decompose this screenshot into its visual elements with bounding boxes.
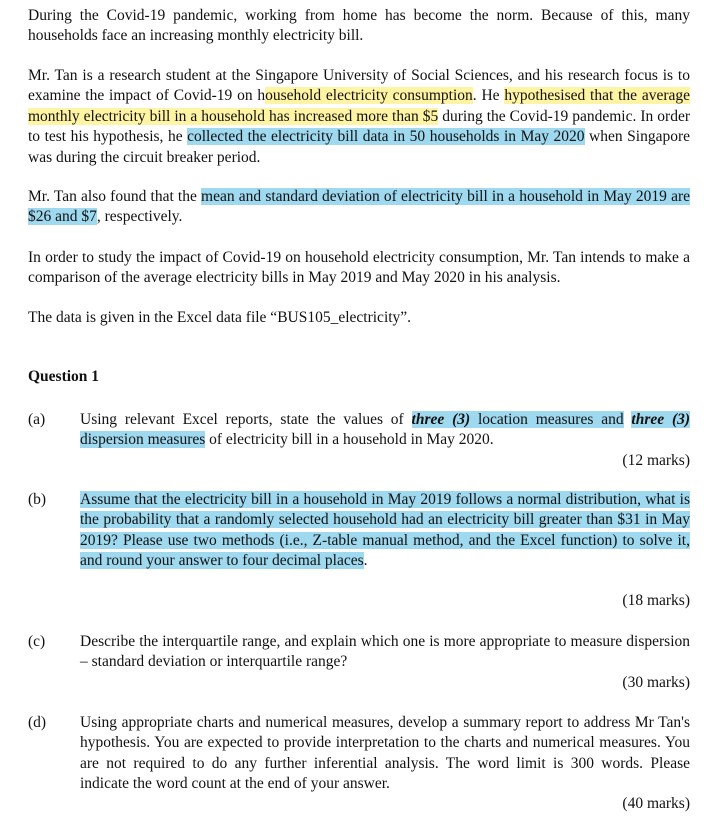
part-d-label: (d) <box>28 714 47 731</box>
intro-paragraph-1: During the Covid-19 pandemic, working from home has become the norm. Because of this, many households face an increasing monthly electricity bill. <box>28 7 690 45</box>
highlight-data-collection: collected the electricity bill data in 50 households in May 2020 <box>187 128 585 146</box>
p2-text-a: Mr. Tan is a research student at the Singapore University of Social Sciences, and his research focus is to examine the impact of Covid-19 on h <box>28 67 690 105</box>
question-part-b <box>28 490 690 610</box>
part-a-emph-location: three (3) <box>411 411 471 428</box>
intro-paragraph-4: In order to study the impact of Covid-19 on household electricity consumption, Mr. Tan intends to make a comparison of the average electricity bills in May 2019 and May 2020 in his analysis. <box>28 249 690 287</box>
p3-text-c: , respectively. <box>96 208 183 226</box>
part-d-text: Using appropriate charts and numerical measures, develop a summary report to address Mr Tan's hypothesis. You are expected to provide interpretation to the charts and numerical measures. You are not required to do any further inferential analysis. The word limit is 300 words. Please indicate the word count at the end of your answer. <box>80 714 690 793</box>
part-a-text-6: of electricity bill in a household in May 2020. <box>205 431 494 449</box>
part-b-period: . <box>363 552 368 570</box>
highlight-household-consumption: ousehold electricity consumption <box>265 87 473 105</box>
part-d-marks: (40 marks) <box>622 795 690 812</box>
part-a-text <box>80 410 690 451</box>
part-b-text <box>80 490 690 572</box>
part-c-label: (c) <box>28 633 46 650</box>
part-a-marks: (12 marks) <box>622 452 690 469</box>
highlight-mean-sd: mean and standard deviation of electricity bill in a household in May 2019 are $26 and $7 <box>28 188 690 226</box>
part-c-marks: (30 marks) <box>622 674 690 691</box>
question-part-c <box>28 632 690 692</box>
intro-paragraph-5: The data is given in the Excel data file “BUS105_electricity”. <box>28 309 412 326</box>
intro-paragraph-3 <box>28 187 690 228</box>
part-a-emph-dispersion: three (3) <box>631 411 691 428</box>
part-a-location-measures: location measures and <box>470 411 624 428</box>
question-part-d <box>28 713 690 818</box>
p2-text-c: . He <box>472 87 505 105</box>
part-b-highlight: Assume that the electricity bill in a household in May 2019 follows a normal distribution, what is the probability that a randomly selected household had an electricity bill greater than $31 in May 2019? Please use two methods (i.e., Z-table manual method, and the Excel function) to solve it, and round your answer to four decimal places <box>80 491 690 570</box>
part-b-label: (b) <box>28 491 47 508</box>
question-part-a <box>28 410 690 470</box>
intro-paragraph-2 <box>28 66 690 168</box>
p3-text-a: Mr. Tan also found that the <box>28 188 202 205</box>
highlight-hypothesis: hypothesised that the average monthly electricity bill in a household has increased more than $5 <box>28 87 691 125</box>
part-a-label: (a) <box>28 411 46 428</box>
p2-text-g: when Singapore was during the circuit breaker period. <box>28 128 690 166</box>
part-a-text-1: Using relevant Excel reports, state the values of <box>80 411 412 428</box>
part-c-text: Describe the interquartile range, and explain which one is more appropriate to measure dispersion – standard deviation or interquartile range? <box>80 633 690 671</box>
question-title: Question 1 <box>28 368 100 385</box>
part-a-dispersion-measures: dispersion measures <box>80 431 206 449</box>
p2-text-e: during the Covid-19 pandemic. In order to test his hypothesis, he <box>28 107 690 146</box>
part-b-marks: (18 marks) <box>622 592 690 609</box>
